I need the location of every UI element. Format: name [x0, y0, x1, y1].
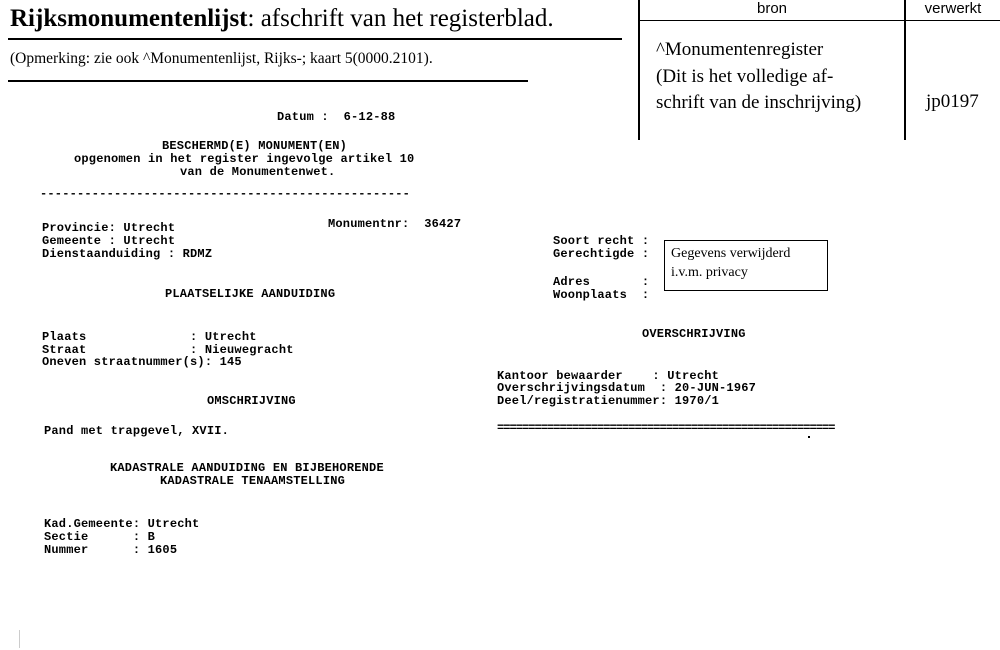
- dienstaanduiding-line: Dienstaanduiding : RDMZ: [42, 247, 213, 261]
- section-heading: KADASTRALE AANDUIDING EN BIJBEHORENDE: [110, 461, 384, 475]
- straatnummer-line: Oneven straatnummer(s): 145: [42, 355, 242, 369]
- gemeente-line: Gemeente : Utrecht: [42, 234, 176, 248]
- privacy-note-line: Gegevens verwijderd: [671, 246, 791, 261]
- section-heading: PLAATSELIJKE AANDUIDING: [165, 287, 336, 301]
- section-heading: KADASTRALE TENAAMSTELLING: [160, 474, 346, 488]
- omschrijving-line: Pand met trapgevel, XVII.: [44, 424, 230, 438]
- column-header-verwerkt: verwerkt: [924, 0, 982, 17]
- soort-recht-line: Soort recht :: [553, 234, 650, 248]
- column-header-bron: bron: [756, 0, 788, 17]
- woonplaats-line: Woonplaats :: [553, 288, 650, 302]
- bron-line: schrift van de inschrijving): [656, 92, 862, 113]
- scan-mark: [19, 630, 20, 648]
- page-title: [10, 4, 554, 34]
- kantoor-line: Kantoor bewaarder : Utrecht: [497, 369, 720, 383]
- section-heading: OMSCHRIJVING: [207, 394, 296, 408]
- heading-line: opgenomen in het register ingevolge artikel 10: [74, 152, 415, 166]
- section-heading: OVERSCHRIJVING: [642, 327, 746, 341]
- privacy-note-box: [664, 240, 828, 291]
- end-separator-line: ======================================================: [497, 421, 835, 435]
- title-rest: : afschrift van het registerblad.: [247, 5, 554, 32]
- monumentnr-line: Monumentnr: 36427: [328, 217, 462, 231]
- remark-text: (Opmerking: zie ook ^Monumentenlijst, Rijks-; kaart 5(0000.2101).: [10, 50, 433, 67]
- plaats-line: Plaats : Utrecht: [42, 330, 257, 344]
- heading-line: van de Monumentenwet.: [180, 165, 336, 179]
- table-column-divider: [904, 0, 906, 140]
- privacy-note-line: i.v.m. privacy: [671, 265, 748, 280]
- heading-line: BESCHERMD(E) MONUMENT(EN): [162, 139, 348, 153]
- bron-line: (Dit is het volledige af-: [656, 65, 834, 87]
- bron-cell: [656, 37, 861, 117]
- table-left-border: [638, 0, 640, 140]
- title-rule: [8, 38, 622, 40]
- datum-line: Datum : 6-12-88: [277, 110, 396, 124]
- adres-line: Adres :: [553, 275, 650, 289]
- straat-line: Straat : Nieuwegracht: [42, 343, 294, 357]
- bron-line: ^Monumentenregister: [656, 39, 824, 60]
- source-table: [638, 0, 1000, 140]
- sectie-line: Sectie : B: [44, 530, 156, 544]
- verwerkt-cell: jp0197: [926, 91, 979, 112]
- scan-speck: [808, 436, 810, 438]
- provincie-line: Provincie: Utrecht: [42, 221, 176, 235]
- overschrijvingsdatum-line: Overschrijvingsdatum : 20-JUN-1967: [497, 381, 757, 395]
- remark-rule: [8, 80, 528, 82]
- separator-line: --------------------------------------------------: [40, 187, 411, 201]
- deel-line: Deel/registratienummer: 1970/1: [497, 394, 720, 408]
- kad-gemeente-line: Kad.Gemeente: Utrecht: [44, 517, 200, 531]
- title-bold: Rijksmonumentenlijst: [10, 5, 248, 32]
- gerechtigde-line: Gerechtigde :: [553, 247, 650, 261]
- nummer-line: Nummer : 1605: [44, 543, 178, 557]
